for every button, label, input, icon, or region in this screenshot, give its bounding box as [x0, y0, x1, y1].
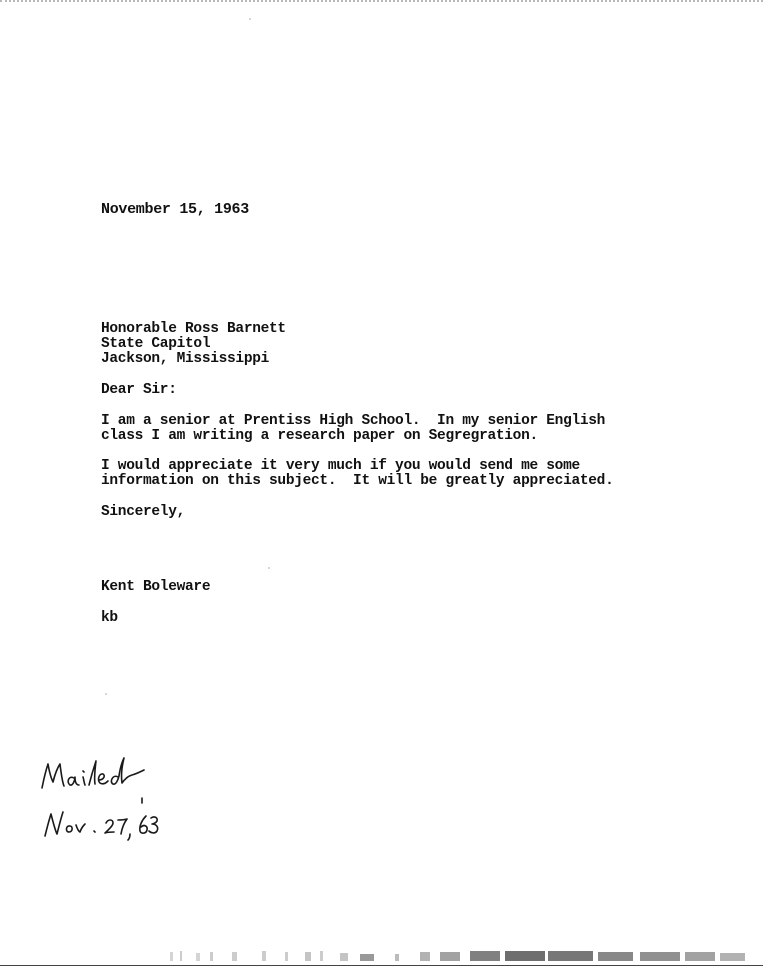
recipient-city-line: Jackson, Mississippi	[101, 351, 270, 367]
scan-artifact-strip	[0, 940, 763, 972]
handwritten-mailed-annotation	[36, 752, 216, 852]
typist-initials: kb	[101, 610, 118, 626]
page-top-edge	[0, 0, 763, 4]
scan-speck	[268, 567, 270, 569]
paragraph-1-line-1: I am a senior at Prentiss High School. In my senior English	[101, 413, 606, 429]
scan-speck	[105, 693, 107, 695]
paragraph-2-line-1: I would appreciate it very much if you would send me some	[101, 458, 580, 474]
paragraph-2-line-2: information on this subject. It will be greatly appreciated.	[101, 473, 614, 489]
letter-date: November 15, 1963	[101, 201, 249, 218]
recipient-name: Honorable Ross Barnett	[101, 321, 286, 337]
paragraph-1-line-2: class I am writing a research paper on Segregration.	[101, 428, 538, 444]
closing: Sincerely,	[101, 504, 186, 520]
signature-name: Kent Boleware	[101, 579, 211, 595]
scan-speck	[249, 18, 251, 20]
salutation: Dear Sir:	[101, 382, 177, 398]
recipient-address-line: State Capitol	[101, 336, 211, 352]
